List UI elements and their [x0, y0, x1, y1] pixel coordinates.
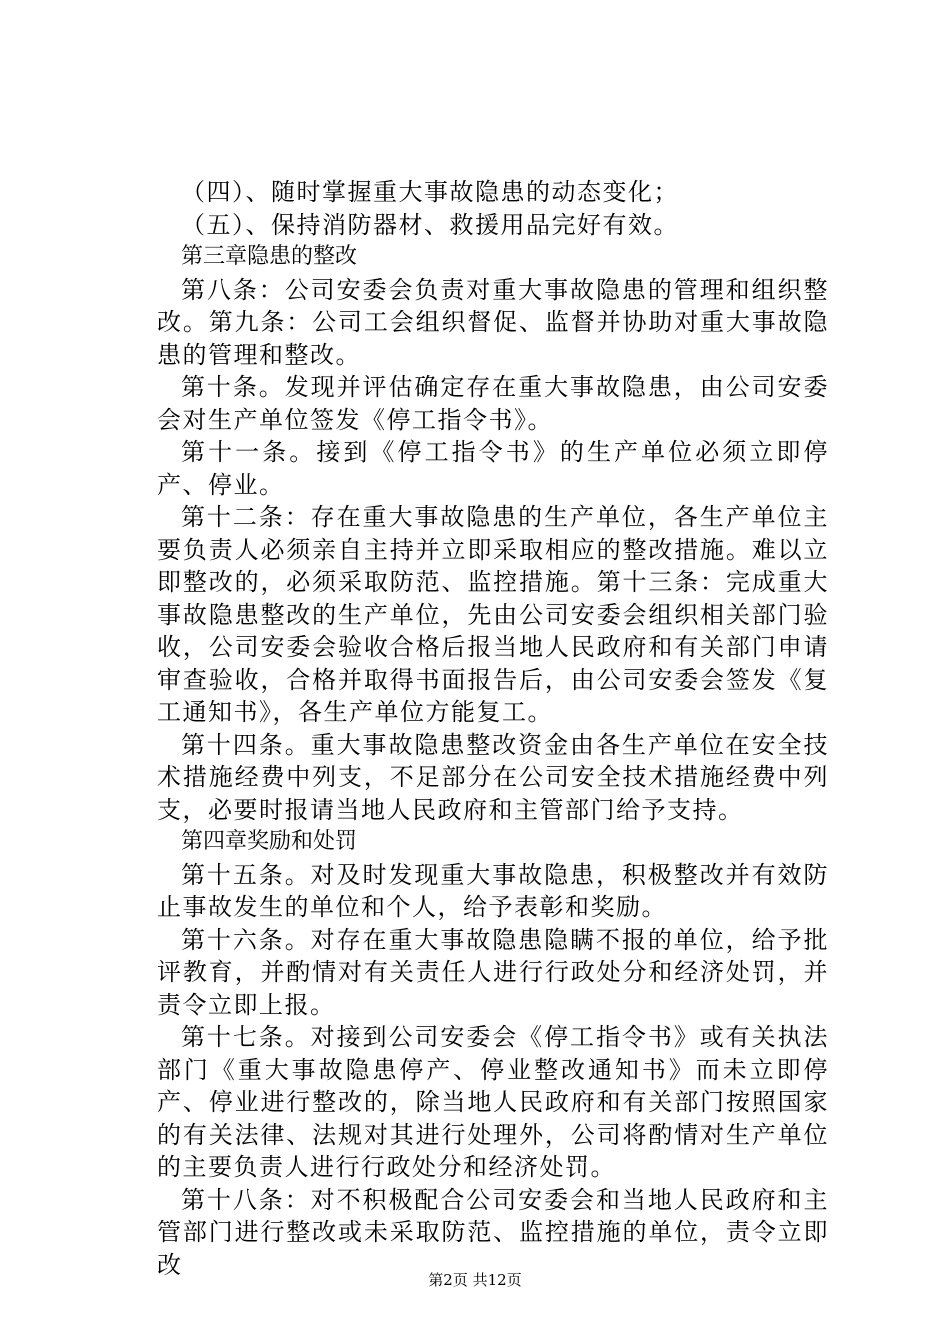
- article-8-9-paragraph: 第八条：公司安委会负责对重大事故隐患的管理和组织整改。第九条：公司工会组织督促、监督并协助对重大事故隐患的管理和整改。: [157, 275, 829, 369]
- chapter-4-heading: 第四章奖励和处罚: [181, 829, 358, 854]
- paragraph-item-4: （四）、随时掌握重大事故隐患的动态变化；: [181, 178, 679, 206]
- article-11-paragraph: 第十一条。接到《停工指令书》的生产单位必须立即停产、停业。: [157, 438, 829, 499]
- article-12-13-paragraph: 第十二条：存在重大事故隐患的生产单位，各生产单位主要负责人必须亲自主持并立即采取相应的整改措施。难以立即整改的，必须采取防范、监控措施。第十三条：完成重大事故隐患整改的生产单位，先由公司安委会组织相关部门验收，公司安委会验收合格后报当地人民政府和有关部门申请审查验收，合格并取得书面报告后，由公司安委会签发《复工通知书》，各生产单位方能复工。: [157, 503, 829, 726]
- chapter-3-heading: 第三章隐患的整改: [181, 244, 358, 269]
- article-17-paragraph: 第十七条。对接到公司安委会《停工指令书》或有关执法部门《重大事故隐患停产、停业整改通知书》而未立即停产、停业进行整改的，除当地人民政府和有关部门按照国家的有关法律、法规对其进行处理外，公司将酌情对生产单位的主要负责人进行行政处分和经济处罚。: [157, 1023, 829, 1181]
- paragraph-item-5: （五）、保持消防器材、救援用品完好有效。: [181, 210, 679, 239]
- article-18-paragraph: 第十八条：对不积极配合公司安委会和当地人民政府和主管部门进行整改或未采取防范、监控措施的单位，责令立即改: [157, 1185, 829, 1279]
- document-body: [157, 176, 829, 1281]
- page-number-footer: 第2页 共12页: [428, 1271, 522, 1289]
- article-10-paragraph: 第十条。发现并评估确定存在重大事故隐患，由公司安委会对生产单位签发《停工指令书》。: [157, 373, 829, 434]
- article-16-paragraph: 第十六条。对存在重大事故隐患隐瞒不报的单位，给予批评教育，并酌情对有关责任人进行行政处分和经济处罚，并责令立即上报。: [157, 925, 829, 1019]
- article-15-paragraph: 第十五条。对及时发现重大事故隐患，积极整改并有效防止事故发生的单位和个人，给予表彰和奖励。: [157, 860, 829, 921]
- article-14-paragraph: 第十四条。重大事故隐患整改资金由各生产单位在安全技术措施经费中列支，不足部分在公司安全技术措施经费中列支，必要时报请当地人民政府和主管部门给予支持。: [157, 730, 829, 824]
